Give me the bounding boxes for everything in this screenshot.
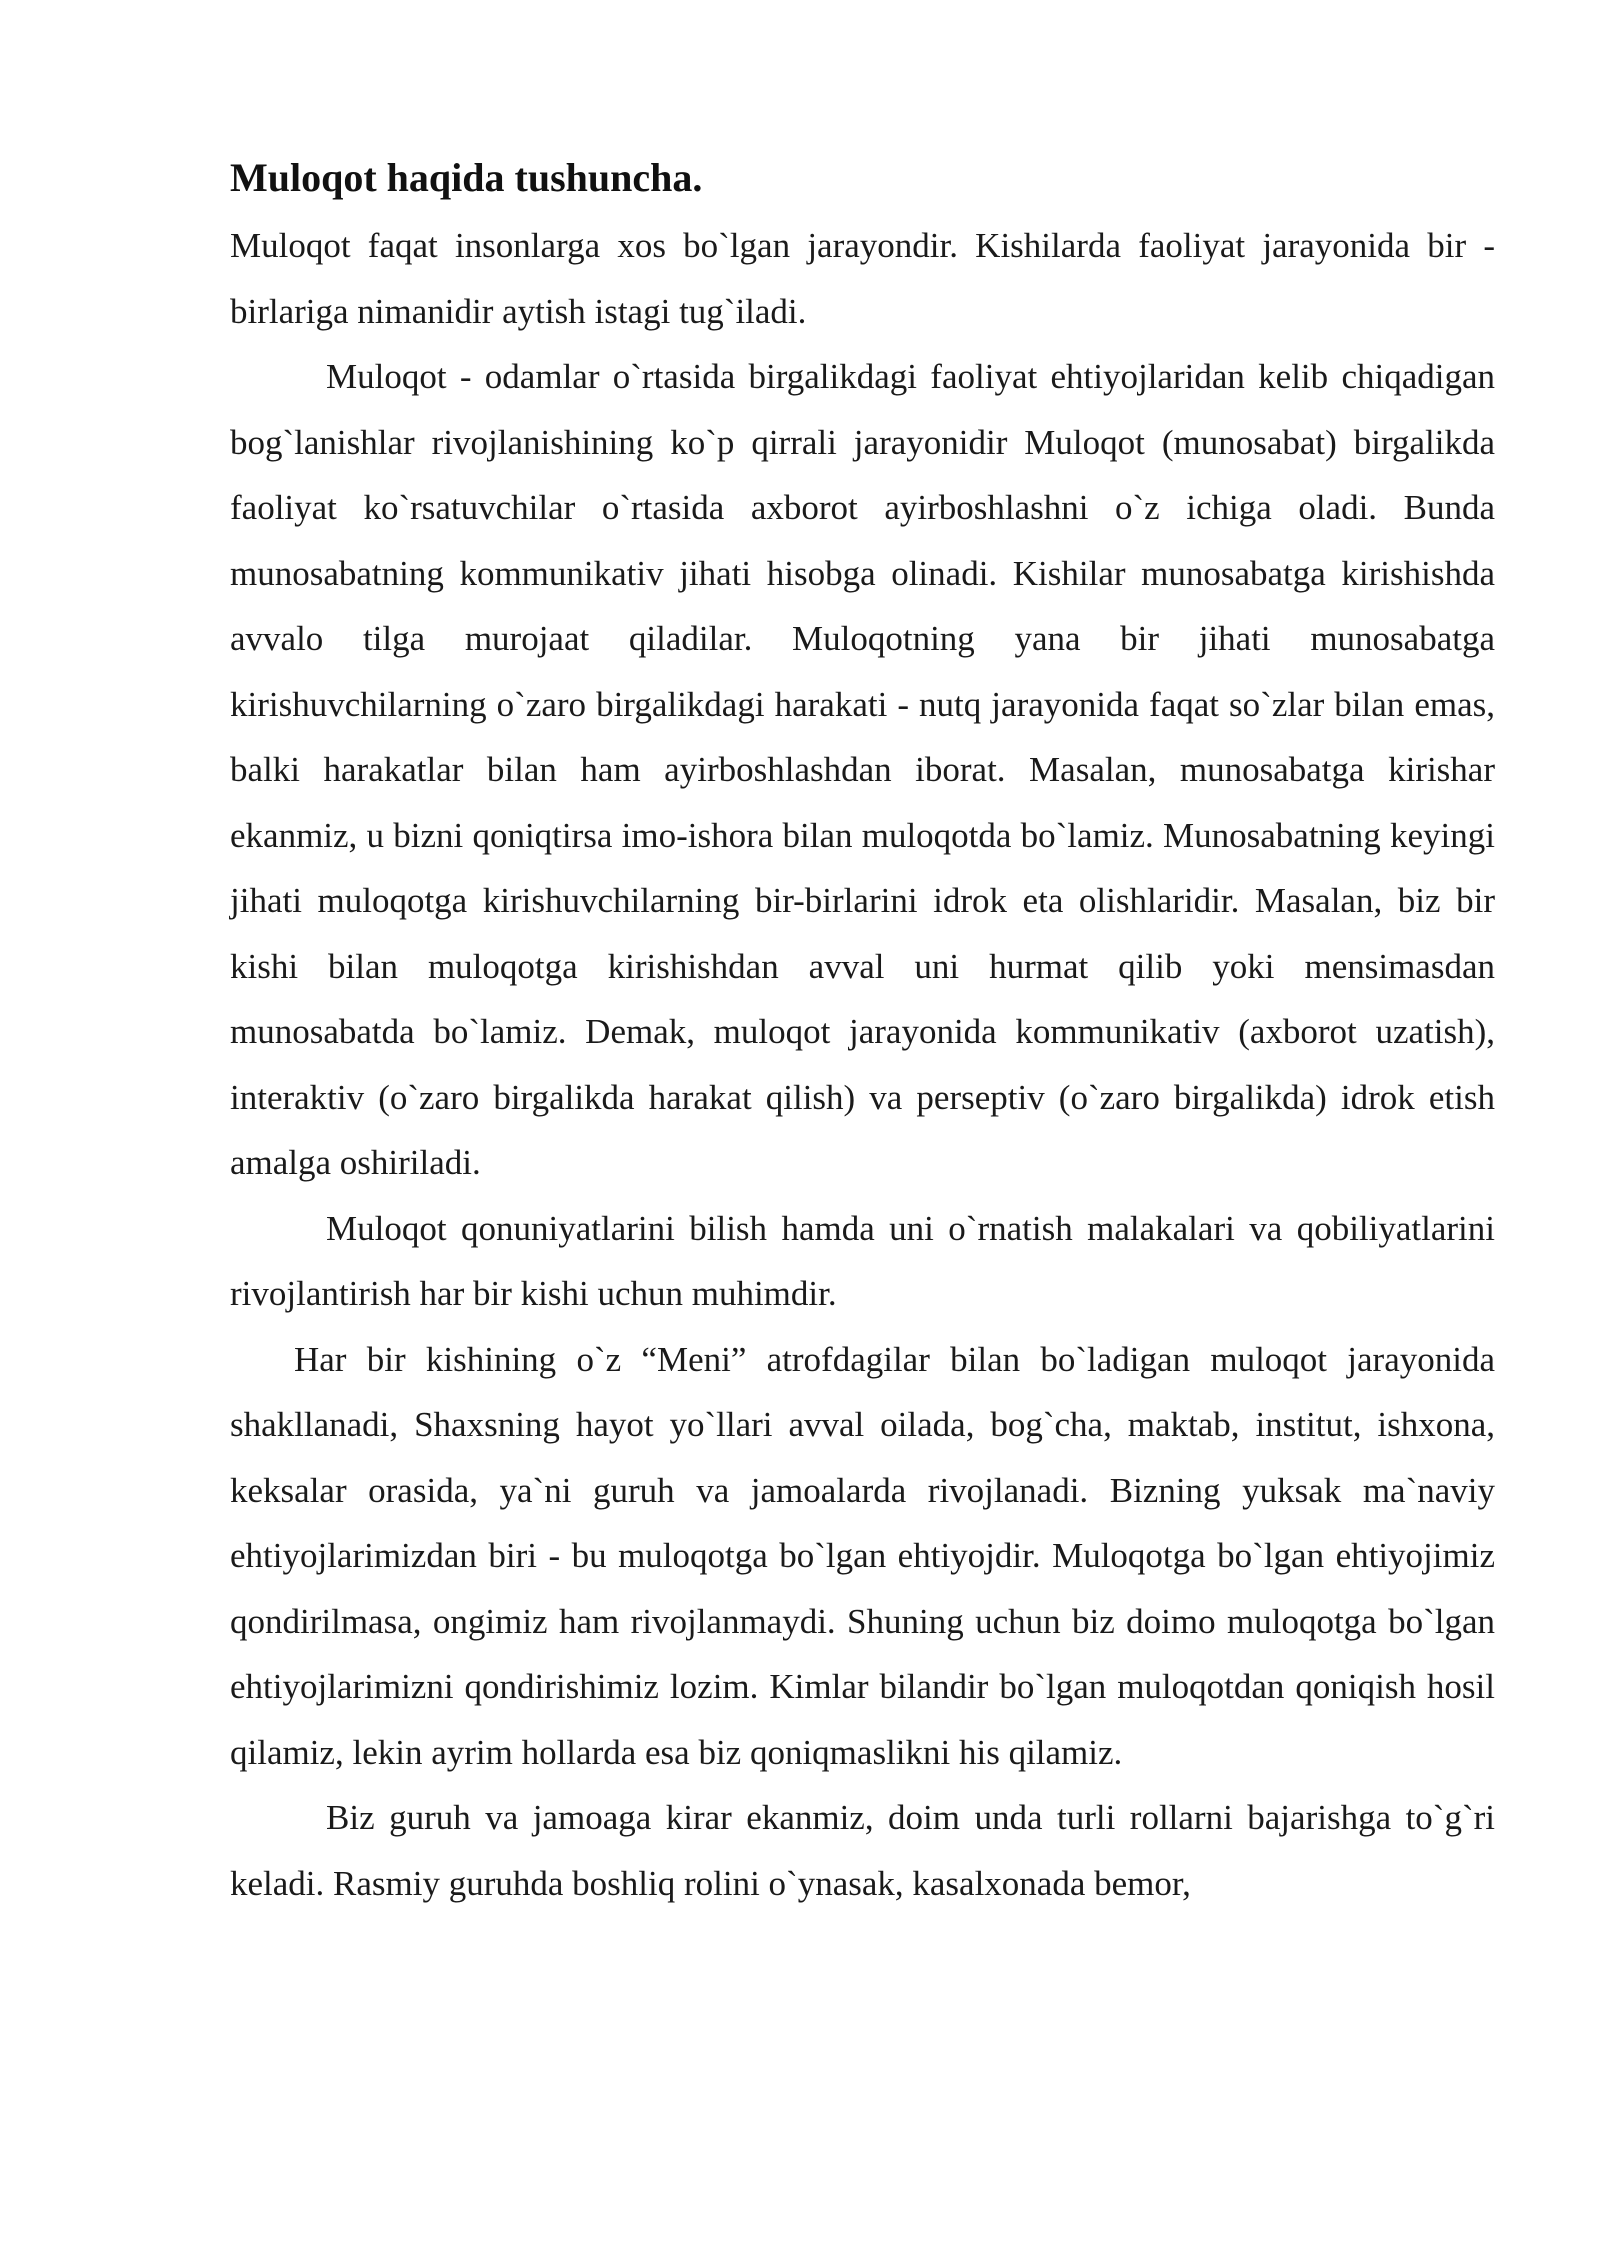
document-page [230,145,1495,1916]
paragraph-definition: Muloqot - odamlar o`rtasida birgalikdagi faoliyat ehtiyojlaridan kelib chiqadigan bog`lanishlar rivojlanishining ko`p qirrali jarayonidir Muloqot (munosabat) birgalikda faoliyat ko`rsatuvchilar o`rtasida axborot ayirboshlashni o`z ichiga oladi. Bunda munosabatning kommunikativ jihati hisobga olinadi. Kishilar munosabatga kirishishda avvalo tilga murojaat qiladilar. Muloqotning yana bir jihati munosabatga kirishuvchilarning o`zaro birgalikdagi harakati - nutq jarayonida faqat so`zlar bilan emas, balki harakatlar bilan ham ayirboshlashdan iborat. Masalan, munosabatga kirishar ekanmiz, u bizni qoniqtirsa imo-ishora bilan muloqotda bo`lamiz. Munosabatning keyingi jihati muloqotga kirishuvchilarning bir-birlarini idrok eta olishlaridir. Masalan, biz bir kishi bilan muloqotga kirishishdan avval uni hurmat qilib yoki mensimasdan munosabatda bo`lamiz. Demak, muloqot jarayonida kommunikativ (axborot uzatish), interaktiv (o`zaro birgalikda harakat qilish) va perseptiv (o`zaro birgalikda) idrok etish amalga oshiriladi. [230,357,1495,1182]
paragraph-laws: Muloqot qonuniyatlarini bilish hamda uni o`rnatish malakalari va qobiliyatlarini rivojlantirish har bir kishi uchun muhimdir. [230,1208,1495,1313]
paragraph-self: Har bir kishining o`z “Meni” atrofdagilar bilan bo`ladigan muloqot jarayonida shakllanadi, Shaxsning hayot yo`llari avval oilada, bog`cha, maktab, institut, ishxona, keksalar orasida, ya`ni guruh va jamoalarda rivojlanadi. Bizning yuksak ma`naviy ehtiyojlarimizdan biri - bu muloqotga bo`lgan ehtiyojdir. Muloqotga bo`lgan ehtiyojimiz qondirilmasa, ongimiz ham rivojlanmaydi. Shuning uchun biz doimo muloqotga bo`lgan ehtiyojlarimizni qondirishimiz lozim. Kimlar bilandir bo`lgan muloqotdan qoniqish hosil qilamiz, lekin ayrim hollarda esa biz qoniqmaslikni his qilamiz. [230,1339,1495,1772]
paragraph-roles: Biz guruh va jamoaga kirar ekanmiz, doim unda turli rollarni bajarishga to`g`ri keladi. Rasmiy guruhda boshliq rolini o`ynasak, kasalxonada bemor, [230,1798,1495,1903]
document-title: Muloqot haqida tushuncha. [230,155,703,200]
paragraph-intro: Muloqot faqat insonlarga xos bo`lgan jarayondir. Kishilarda faoliyat jarayonida bir - birlariga nimanidir aytish istagi tug`iladi. [230,226,1495,331]
